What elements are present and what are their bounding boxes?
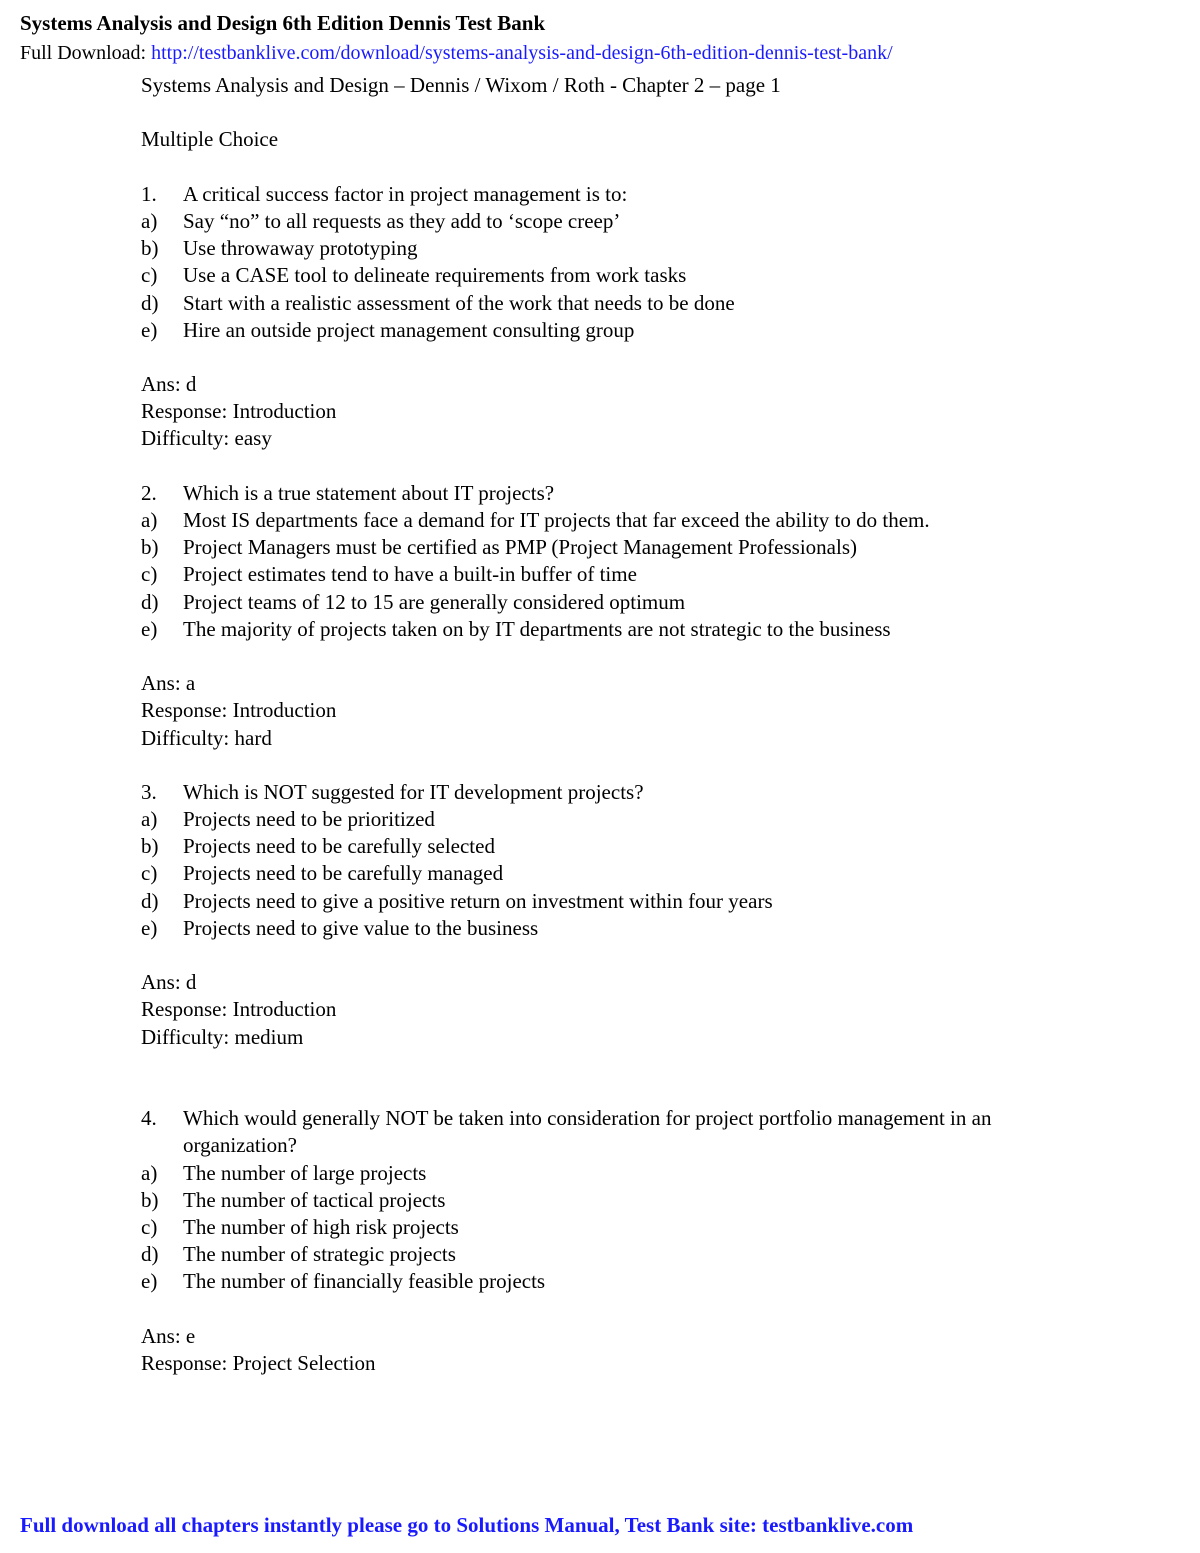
option-letter: a) bbox=[141, 508, 158, 532]
option-letter: d) bbox=[141, 888, 159, 913]
option-letter: a) bbox=[141, 807, 158, 832]
option-text: Use throwaway prototyping bbox=[183, 236, 418, 261]
option bbox=[141, 262, 1141, 289]
document-title: Systems Analysis and Design 6th Edition Dennis Test Bank bbox=[20, 11, 546, 35]
question-text: Which would generally NOT be taken into consideration for project portfolio management in an organization? bbox=[183, 1106, 992, 1158]
option-text: Hire an outside project management consulting group bbox=[183, 317, 635, 342]
option bbox=[141, 507, 1141, 534]
option-letter: b) bbox=[141, 834, 159, 859]
option bbox=[141, 833, 1141, 860]
option bbox=[141, 534, 1141, 561]
difficulty: Difficulty: hard bbox=[141, 725, 272, 750]
option-letter: e) bbox=[141, 616, 158, 641]
download-line bbox=[20, 40, 893, 66]
option-letter: c) bbox=[141, 562, 158, 587]
download-link[interactable]: http://testbanklive.com/download/systems-analysis-and-design-6th-edition-dennis-test-bank/ bbox=[151, 42, 893, 64]
option bbox=[141, 561, 1141, 588]
option-letter: c) bbox=[141, 861, 158, 886]
question-number: 1. bbox=[141, 181, 157, 206]
question-4 bbox=[141, 1105, 1141, 1377]
question-2 bbox=[141, 480, 1141, 752]
answer: Ans: a bbox=[141, 671, 196, 696]
question-text: Which is NOT suggested for IT development projects? bbox=[183, 779, 644, 804]
answer: Ans: d bbox=[141, 372, 197, 397]
option-letter: e) bbox=[141, 317, 158, 342]
option-letter: e) bbox=[141, 1269, 158, 1294]
question-stem bbox=[141, 779, 1141, 806]
option-letter: d) bbox=[141, 290, 159, 315]
option-letter: d) bbox=[141, 1242, 159, 1267]
option bbox=[141, 317, 1141, 344]
question-stem bbox=[141, 181, 1141, 208]
response: Response: Introduction bbox=[141, 997, 337, 1022]
option-text: The number of large projects bbox=[183, 1160, 427, 1185]
option-letter: c) bbox=[141, 263, 158, 288]
option-text: Project Managers must be certified as PMP (Project Management Professionals) bbox=[183, 535, 857, 560]
difficulty: Difficulty: medium bbox=[141, 1024, 304, 1049]
answer: Ans: d bbox=[141, 970, 197, 995]
option-text: The majority of projects taken on by IT departments are not strategic to the business bbox=[183, 616, 891, 641]
difficulty: Difficulty: easy bbox=[141, 426, 272, 451]
option bbox=[141, 1268, 1141, 1295]
section-title: Multiple Choice bbox=[141, 127, 279, 152]
option-letter: e) bbox=[141, 915, 158, 940]
page-header: Systems Analysis and Design – Dennis / Wixom / Roth - Chapter 2 – page 1 bbox=[141, 73, 781, 97]
option bbox=[141, 1187, 1141, 1214]
option-text: Projects need to be carefully selected bbox=[183, 834, 495, 859]
option-letter: b) bbox=[141, 535, 159, 560]
option bbox=[141, 915, 1141, 942]
option-letter: b) bbox=[141, 236, 159, 261]
response: Response: Project Selection bbox=[141, 1350, 376, 1375]
question-text: A critical success factor in project management is to: bbox=[183, 181, 628, 206]
option-text: Project teams of 12 to 15 are generally considered optimum bbox=[183, 589, 686, 614]
option-text: The number of high risk projects bbox=[183, 1214, 459, 1239]
option bbox=[141, 616, 1141, 643]
option-text: The number of tactical projects bbox=[183, 1187, 446, 1212]
question-3 bbox=[141, 779, 1141, 1051]
option-text: The number of strategic projects bbox=[183, 1242, 456, 1267]
option-letter: a) bbox=[141, 208, 158, 233]
response: Response: Introduction bbox=[141, 399, 337, 424]
question-number: 4. bbox=[141, 1106, 157, 1131]
option bbox=[141, 589, 1141, 616]
option-text: Project estimates tend to have a built-in buffer of time bbox=[183, 562, 637, 587]
option bbox=[141, 1241, 1141, 1268]
option-text: Projects need to give value to the business bbox=[183, 915, 539, 940]
test-bank-content bbox=[141, 72, 1141, 1377]
footer-banner[interactable]: Full download all chapters instantly please go to Solutions Manual, Test Bank site: testbanklive.com bbox=[20, 1513, 914, 1537]
option-text: Projects need to be carefully managed bbox=[183, 861, 504, 886]
download-label: Full Download: bbox=[20, 42, 152, 64]
question-number: 2. bbox=[141, 480, 157, 505]
option-text: Start with a realistic assessment of the work that needs to be done bbox=[183, 290, 735, 315]
option-letter: c) bbox=[141, 1214, 158, 1239]
response: Response: Introduction bbox=[141, 698, 337, 723]
option-letter: d) bbox=[141, 589, 159, 614]
option bbox=[141, 860, 1141, 887]
option-text: Say “no” to all requests as they add to ‘scope creep’ bbox=[183, 208, 621, 233]
option bbox=[141, 806, 1141, 833]
option bbox=[141, 1160, 1141, 1187]
option bbox=[141, 290, 1141, 317]
option-text: Use a CASE tool to delineate requirements from work tasks bbox=[183, 263, 687, 288]
option-letter: a) bbox=[141, 1160, 158, 1185]
option bbox=[141, 888, 1141, 915]
option-text: Most IS departments face a demand for IT projects that far exceed the ability to do them. bbox=[183, 508, 930, 532]
option-text: Projects need to be prioritized bbox=[183, 807, 435, 832]
option-text: The number of financially feasible projects bbox=[183, 1269, 546, 1294]
option bbox=[141, 235, 1141, 262]
option bbox=[141, 208, 1141, 235]
question-number: 3. bbox=[141, 779, 157, 804]
option bbox=[141, 1214, 1141, 1241]
question-stem bbox=[141, 1105, 1083, 1159]
question-1 bbox=[141, 181, 1141, 453]
question-text: Which is a true statement about IT projects? bbox=[183, 480, 555, 505]
option-text: Projects need to give a positive return on investment within four years bbox=[183, 888, 773, 913]
question-stem bbox=[141, 480, 1141, 507]
option-letter: b) bbox=[141, 1187, 159, 1212]
answer: Ans: e bbox=[141, 1323, 196, 1348]
